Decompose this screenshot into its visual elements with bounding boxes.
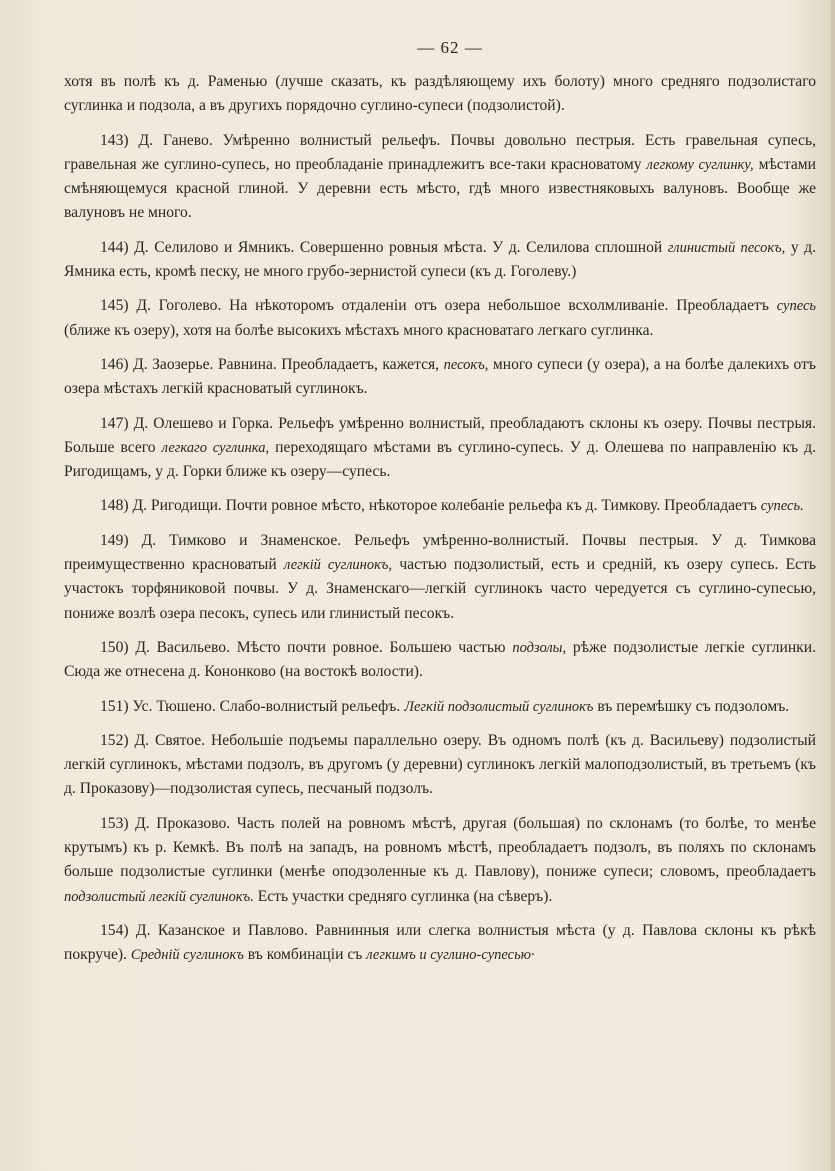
italic-term: супесь. xyxy=(760,498,804,515)
text-run: 154) Д. Казанское и Павлово. Равнинныя или слегка волнистыя мѣста (у д. Павлова склоны къ рѣкѣ покруче). xyxy=(64,921,816,964)
entry-paragraph xyxy=(64,236,816,285)
page-number: — 62 — xyxy=(417,38,483,57)
italic-term: подзолистый легкій суглинокъ. xyxy=(64,888,254,905)
text-run: 147) Д. Олешево и Горка. Рельефъ умѣренно волнистый, преобладаютъ склоны къ озеру. Почвы пестрыя. Больше всего xyxy=(64,414,816,456)
italic-term: супесь xyxy=(776,298,816,315)
italic-term: легкаго суглинка, xyxy=(161,439,270,456)
italic-term: Легкій подзолистый суглинокъ xyxy=(404,698,594,715)
text-run: 150) Д. Васильево. Мѣсто почти ровное. Большею частью xyxy=(100,638,513,656)
text-run: переходящаго мѣстами въ суглино-супесь. У д. Олешева по направленію къ д. Ригодищамъ, у д. Горки ближе къ озеру—супесь. xyxy=(64,438,817,481)
text-run: 148) Д. Ригодищи. Почти ровное мѣсто, нѣкоторое колебаніе рельефа къ д. Тимкову. Преобладаетъ xyxy=(100,497,761,515)
text-run: 144) Д. Селилово и Ямникъ. Совершенно ровныя мѣста. У д. Селилова сплошной xyxy=(100,238,668,256)
text-run: въ комбинаціи съ xyxy=(243,946,367,964)
text-run: 143) Д. Ганево. Умѣренно волнистый рельефъ. Почвы довольно пестрыя. Есть гравельная супесь, гравельная же суглино-супесь, но преобладаніе принадлежитъ все-таки красноватому xyxy=(64,131,816,173)
entry-paragraph xyxy=(64,353,816,402)
entry-paragraph xyxy=(64,729,816,802)
entry-paragraph xyxy=(64,529,816,626)
entry-paragraph xyxy=(64,636,816,685)
continued-paragraph xyxy=(64,70,816,119)
page-text xyxy=(64,70,816,978)
text-run: 145) Д. Гоголево. На нѣкоторомъ отдаленіи отъ озера небольшое всхолмливаніе. Преобладаетъ xyxy=(100,297,777,315)
entry-paragraph xyxy=(64,129,816,226)
text-run: 149) Д. Тимково и Знаменское. Рельефъ умѣренно-волнистый. Почвы пестрыя. У д. Тимкова преимущественно красноватый xyxy=(64,531,816,574)
entry-paragraph xyxy=(64,812,816,909)
text-run: 153) Д. Проказово. Часть полей на ровномъ мѣстѣ, другая (большая) по склонамъ (то болѣе, то менѣе крутымъ) къ р. Кемкѣ. Въ полѣ на западъ, на ровномъ мѣстѣ, преобладаетъ подзолъ, въ поляхъ по склонамъ больше подзолистые суглинки (менѣе оподзоленные къ д. Павлову), пониже супеси; словомъ, преобладаетъ xyxy=(64,814,816,881)
entry-paragraph xyxy=(64,695,816,719)
entry-paragraph xyxy=(64,294,816,343)
italic-term: глинистый песокъ, xyxy=(667,239,786,256)
text-run: хотя въ полѣ къ д. Раменью (лучше сказать, къ раздѣляющему ихъ болоту) много средняго подзолистаго суглинка и подзола, а въ другихъ порядочно суглино-супеси (подзолистой). xyxy=(64,73,816,115)
italic-term: песокъ, xyxy=(443,356,489,373)
text-run: Есть участки средняго суглинка (на сѣверъ). xyxy=(253,887,553,905)
text-run: (ближе къ озеру), хотя на болѣе высокихъ мѣстахъ много красноватаго легкаго суглинка. xyxy=(64,321,654,339)
italic-term: легкій суглинокъ, xyxy=(284,557,393,574)
entry-paragraph xyxy=(64,919,816,968)
italic-term: легкому суглинку, xyxy=(646,156,754,173)
text-run: много супеси (у озера), а на болѣе далекихъ отъ озера мѣстахъ легкій красноватый суглинокъ. xyxy=(64,355,816,398)
italic-term: подзолы, xyxy=(512,639,567,656)
text-run: 146) Д. Заозерье. Равнина. Преобладаетъ, кажется, xyxy=(100,355,444,373)
text-run: 151) Ус. Тюшено. Слабо-волнистый рельефъ. xyxy=(100,697,405,715)
italic-term: Средній суглинокъ xyxy=(130,947,244,964)
text-run: 152) Д. Святое. Небольшіе подъемы параллельно озеру. Въ одномъ полѣ (къ д. Васильеву) подзолистый легкій суглинокъ, мѣстами подзолъ, въ другомъ (у деревни) суглинокъ легкій малоподзолистый, въ третьемъ (къ д. Проказову)—подзолистая супесь, песчаный подзолъ. xyxy=(64,731,816,798)
entry-paragraph xyxy=(64,494,816,518)
text-run: рѣже подзолистые легкіе суглинки. Сюда же отнесена д. Кононково (на востокѣ волости). xyxy=(64,638,816,681)
text-run: въ перемѣшку съ подзоломъ. xyxy=(593,697,790,715)
italic-term: легкимъ и суглино-супесью· xyxy=(366,947,535,964)
text-run: у д. Ямника есть, кромѣ песку, не много грубо-зернистой супеси (къ д. Гоголеву.) xyxy=(64,238,816,281)
text-run: мѣстами смѣняющемуся красной глиной. У деревни есть мѣсто, гдѣ много известняковыхъ валуновъ. Вообще же валуновъ не много. xyxy=(64,155,816,222)
entry-paragraph xyxy=(64,412,816,485)
text-run: частью подзолистый, есть и средній, къ озеру супесь. Есть участокъ торфяниковой почвы. У д. Знаменскаго—легкій суглинокъ часто чередуется съ суглино-супесью, пониже возлѣ озера песокъ, супесь или глинистый песокъ. xyxy=(64,556,817,622)
page-edge xyxy=(831,0,835,1171)
